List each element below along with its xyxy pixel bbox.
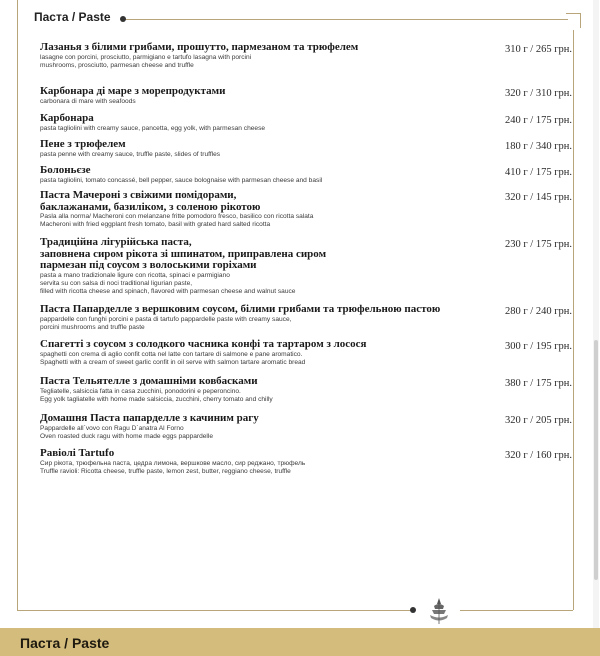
frame-line-left: [17, 0, 18, 610]
item-name: Паста Папарделле з вершковим соусом, білими грибами та трюфельною пастою: [40, 303, 441, 315]
frame-dot-bottom: [410, 607, 416, 613]
frame-corner: [566, 13, 581, 28]
item-description: pappardelle con funghi porcini e pasta di tartufo pappardelle paste with creamy sauce, porcini mushrooms and truffle paste: [40, 315, 292, 331]
menu-item: [40, 413, 580, 448]
item-name: Традиційна лігурійська паста, заповнена сиром рікота зі шпинатом, приправлена сиром пармезан під соусом з волоськими горіхами: [40, 236, 327, 271]
item-name: Пене з трюфелем: [40, 138, 126, 150]
item-description: spaghetti con crema di aglio confit cotta nel latte con tartare di salmone e pane aromatico. Spaghetti with a cream of sweet garlic confit in oil serve with salmon tartare aromatic bread: [40, 350, 306, 366]
item-description: pasta tagliolini, tomato concassé, bell pepper, sauce bolognaise with parmesan cheese and basil: [40, 176, 323, 184]
item-price: 320 г / 145 грн.: [504, 192, 572, 203]
menu-items: [40, 42, 580, 483]
item-price: 310 г / 265 грн.: [504, 44, 572, 55]
item-price: 280 г / 240 грн.: [504, 306, 572, 317]
ornament-icon: [424, 596, 454, 626]
item-price: 380 г / 175 грн.: [504, 378, 572, 389]
item-name: Болоньєзе: [40, 164, 91, 176]
item-name: Паста Мачероні з свіжими помідорами, баклажанами, базиліком, з соленою рікотою: [40, 189, 261, 213]
menu-item: [40, 304, 580, 339]
scrollbar-thumb[interactable]: [594, 340, 598, 580]
item-price: 300 г / 195 грн.: [504, 341, 572, 352]
item-name: Равіолі Tartufo: [40, 447, 115, 459]
menu-item: [40, 139, 580, 165]
item-description: lasagne con porcini, prosciutto, parmigiano e tartufo lasagna with porcini mushrooms, prosciutto, parmesan cheese and truffle: [40, 53, 252, 69]
menu-item: [40, 237, 580, 304]
item-description: Сир рікота, трюфельна паста, цедра лимона, вершкове масло, сир реджано, трюфель Truffle ravioli: Ricotta cheese, truffle paste, lemon zest, butter, reggiano cheese, truffle: [40, 459, 306, 475]
item-name: Карбонара: [40, 112, 94, 124]
section-title: Паста / Paste: [34, 10, 111, 24]
item-description: Pasla alla norma/ Macheroni con melanzane fritte pomodoro fresco, basilico con ricotta salata Macheroni with fried eggplant fresh tomato, basil with grated hard salted ricotta: [40, 213, 314, 229]
frame-line-top: [122, 19, 568, 20]
item-price: 320 г / 205 грн.: [504, 415, 572, 426]
item-price: 180 г / 340 грн.: [504, 141, 572, 152]
item-name: Паста Тельятелле з домашніми ковбасками: [40, 375, 258, 387]
next-section-title: Паста / Paste: [20, 635, 110, 651]
frame-line-bottom-right: [460, 610, 573, 611]
item-price: 320 г / 310 грн.: [504, 88, 572, 99]
item-price: 320 г / 160 грн.: [504, 450, 572, 461]
menu-item: [40, 190, 580, 237]
menu-item: [40, 113, 580, 139]
item-name: Домашня Паста папарделле з качиним рагу: [40, 412, 259, 424]
item-price: 240 г / 175 грн.: [504, 115, 572, 126]
item-description: Pappardelle all`vovo con Ragu D`anatra Al Forno Oven roasted duck ragu with home made eggs pappardelle: [40, 424, 214, 440]
item-description: pasta penne with creamy sauce, truffle paste, slides of truffles: [40, 150, 221, 158]
item-description: Tegliatelle, salsiccia fatta in casa zucchini, ponodorini e peperoncino. Egg yolk tagliatelle with home made salsiccia, zucchini, cherry tomato and chilly: [40, 387, 273, 403]
frame-dot: [120, 16, 126, 22]
item-description: pasta a mano tradizionale ligure con ricotta, spinaci e parmigiano servita su con salsa di noci traditional ligurian paste, filled with ricotta cheese and spinach, flavored with parmesan cheese and walnut sauce: [40, 271, 296, 296]
item-name: Карбонара ді маре з морепродуктами: [40, 85, 226, 97]
item-name: Лазанья з білими грибами, прошутто, пармезаном та трюфелем: [40, 41, 359, 53]
menu-item: [40, 42, 580, 86]
next-section-header[interactable]: [0, 628, 600, 656]
item-description: pasta tagliolini with creamy sauce, pancetta, egg yolk, with parmesan cheese: [40, 124, 266, 132]
item-price: 410 г / 175 грн.: [504, 167, 572, 178]
menu-item: [40, 165, 580, 190]
item-name: Спагетті з соусом з солодкого часника конфі та тартаром з лосося: [40, 338, 367, 350]
menu-item: [40, 339, 580, 376]
frame-line-bottom: [17, 610, 413, 611]
item-price: 230 г / 175 грн.: [504, 239, 572, 250]
menu-item: [40, 448, 580, 483]
menu-item: [40, 376, 580, 413]
menu-item: [40, 86, 580, 113]
item-description: carbonara di mare with seafoods: [40, 97, 136, 105]
